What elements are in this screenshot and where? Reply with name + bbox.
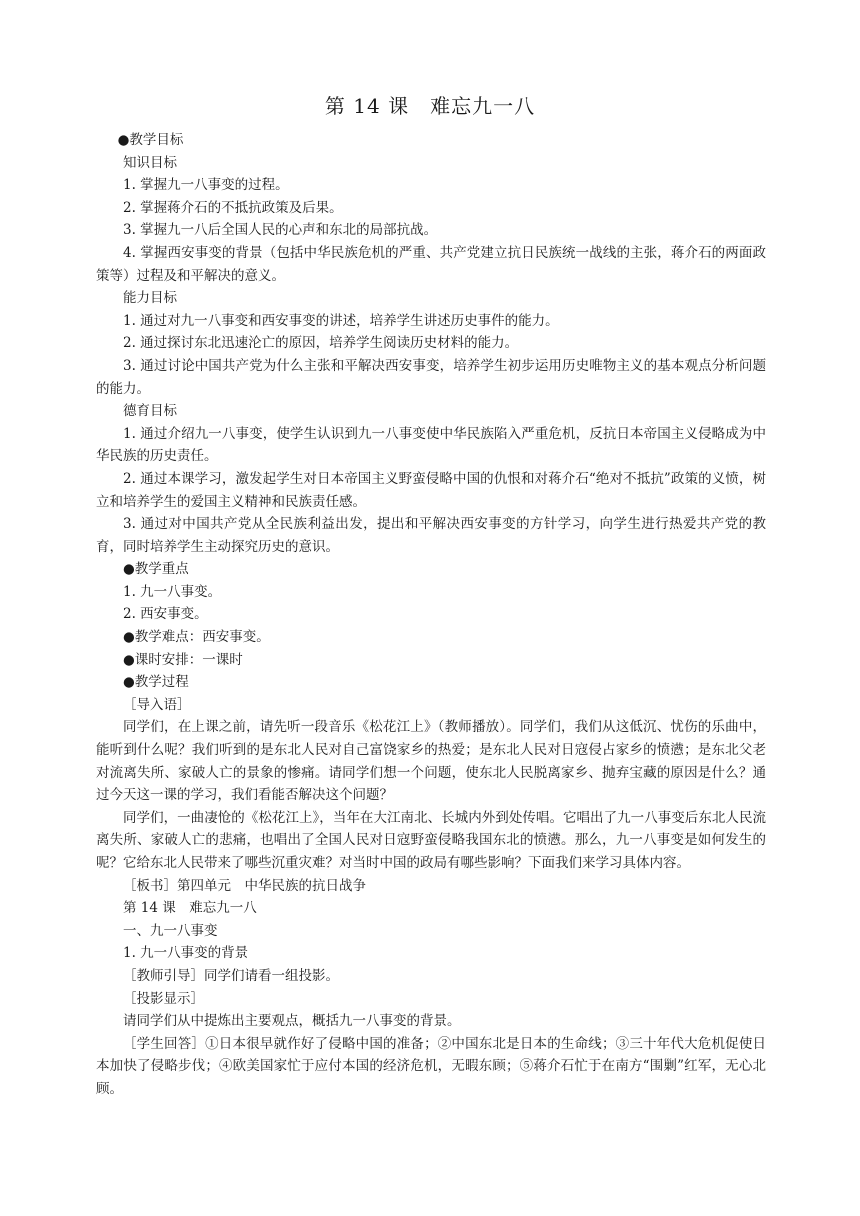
- paragraph: 请同学们从中提炼出主要观点，概括九一八事变的背景。: [123, 1013, 461, 1030]
- bracket-label: ［导入语］: [123, 696, 191, 713]
- paragraph: ［板书］第四单元 中华民族的抗日战争: [123, 877, 366, 894]
- paragraph: ［学生回答］①日本很早就作好了侵略中国的准备；②中国东北是日本的生命线；③三十年代大危机促使日本加快了侵略步伐；④欧美国家忙于应付本国的经济危机，无暇东顾；⑤蒋介石忙于在南方“围剿”红军，无心北顾。: [96, 1035, 766, 1097]
- list-item: 1. 掌握九一八事变的过程。: [123, 177, 289, 194]
- subheading: 知识目标: [123, 154, 177, 171]
- list-item: 2. 西安事变。: [123, 606, 208, 623]
- paragraph: 同学们，在上课之前，请先听一段音乐《松花江上》（教师播放）。同学们，我们从这低沉、忧伤的乐曲中，能听到什么呢？我们听到的是东北人民对自己富饶家乡的热爱；是东北人民对日寇侵占家乡的愤懑；是东北父老对流离失所、家破人亡的景象的惨痛。请同学们想一个问题，使东北人民脱离家乡、抛弃宝藏的原因是什么？通过今天这一课的学习，我们看能否解决这个问题？: [96, 719, 766, 804]
- document-body: [96, 129, 766, 1101]
- list-item: 2. 通过探讨东北迅速沦亡的原因，培养学生阅读历史材料的能力。: [123, 335, 519, 352]
- paragraph: ［教师引导］同学们请看一组投影。: [123, 967, 339, 984]
- list-item: 1. 九一八事变。: [123, 583, 222, 600]
- list-item: 2. 掌握蒋介石的不抵抗政策及后果。: [123, 199, 343, 216]
- paragraph: ［投影显示］: [123, 990, 204, 1007]
- list-item: 2. 通过本课学习，激发起学生对日本帝国主义野蛮侵略中国的仇恨和对蒋介石“绝对不抵抗”政策的义愤，树立和培养学生的爱国主义精神和民族责任感。: [96, 470, 766, 510]
- page-title: 第 14 课 难忘九一八: [324, 94, 536, 118]
- list-item: 1. 通过介绍九一八事变，使学生认识到九一八事变使中华民族陷入严重危机，反抗日本帝国主义侵略成为中华民族的历史责任。: [96, 425, 766, 465]
- section-heading: ●课时安排：一课时: [123, 651, 243, 668]
- list-item: 3. 通过讨论中国共产党为什么主张和平解决西安事变，培养学生初步运用历史唯物主义的基本观点分析问题的能力。: [96, 357, 766, 397]
- subheading: 德育目标: [123, 403, 177, 420]
- section-heading: ●教学重点: [123, 561, 189, 578]
- list-item: 1. 通过对九一八事变和西安事变的讲述，培养学生讲述历史事件的能力。: [123, 312, 559, 329]
- paragraph: 1. 九一八事变的背景: [123, 945, 249, 962]
- section-heading: ●教学目标: [117, 132, 184, 148]
- list-item: 4. 掌握西安事变的背景（包括中华民族危机的严重、共产党建立抗日民族统一战线的主张，蒋介石的两面政策等）过程及和平解决的意义。: [96, 244, 766, 284]
- paragraph: 第 14 课 难忘九一八: [123, 900, 257, 917]
- list-item: 3. 通过对中国共产党从全民族利益出发，提出和平解决西安事变的方针学习，向学生进行热爱共产党的教育，同时培养学生主动探究历史的意识。: [96, 516, 766, 555]
- subheading: 能力目标: [123, 290, 177, 307]
- list-item: 3. 掌握九一八后全国人民的心声和东北的局部抗战。: [123, 222, 438, 239]
- section-heading: ●教学难点：西安事变。: [123, 629, 270, 646]
- section-heading: ●教学过程: [123, 674, 189, 691]
- paragraph: 一、九一八事变: [123, 922, 218, 939]
- paragraph: 同学们，一曲凄怆的《松花江上》，当年在大江南北、长城内外到处传唱。它唱出了九一八事变后东北人民流离失所、家破人亡的悲痛，也唱出了全国人民对日寇野蛮侵略我国东北的愤懑。那么，九一八事变是如何发生的呢？它给东北人民带来了哪些沉重灾难？对当时中国的政局有哪些影响？下面我们来学习具体内容。: [96, 809, 766, 871]
